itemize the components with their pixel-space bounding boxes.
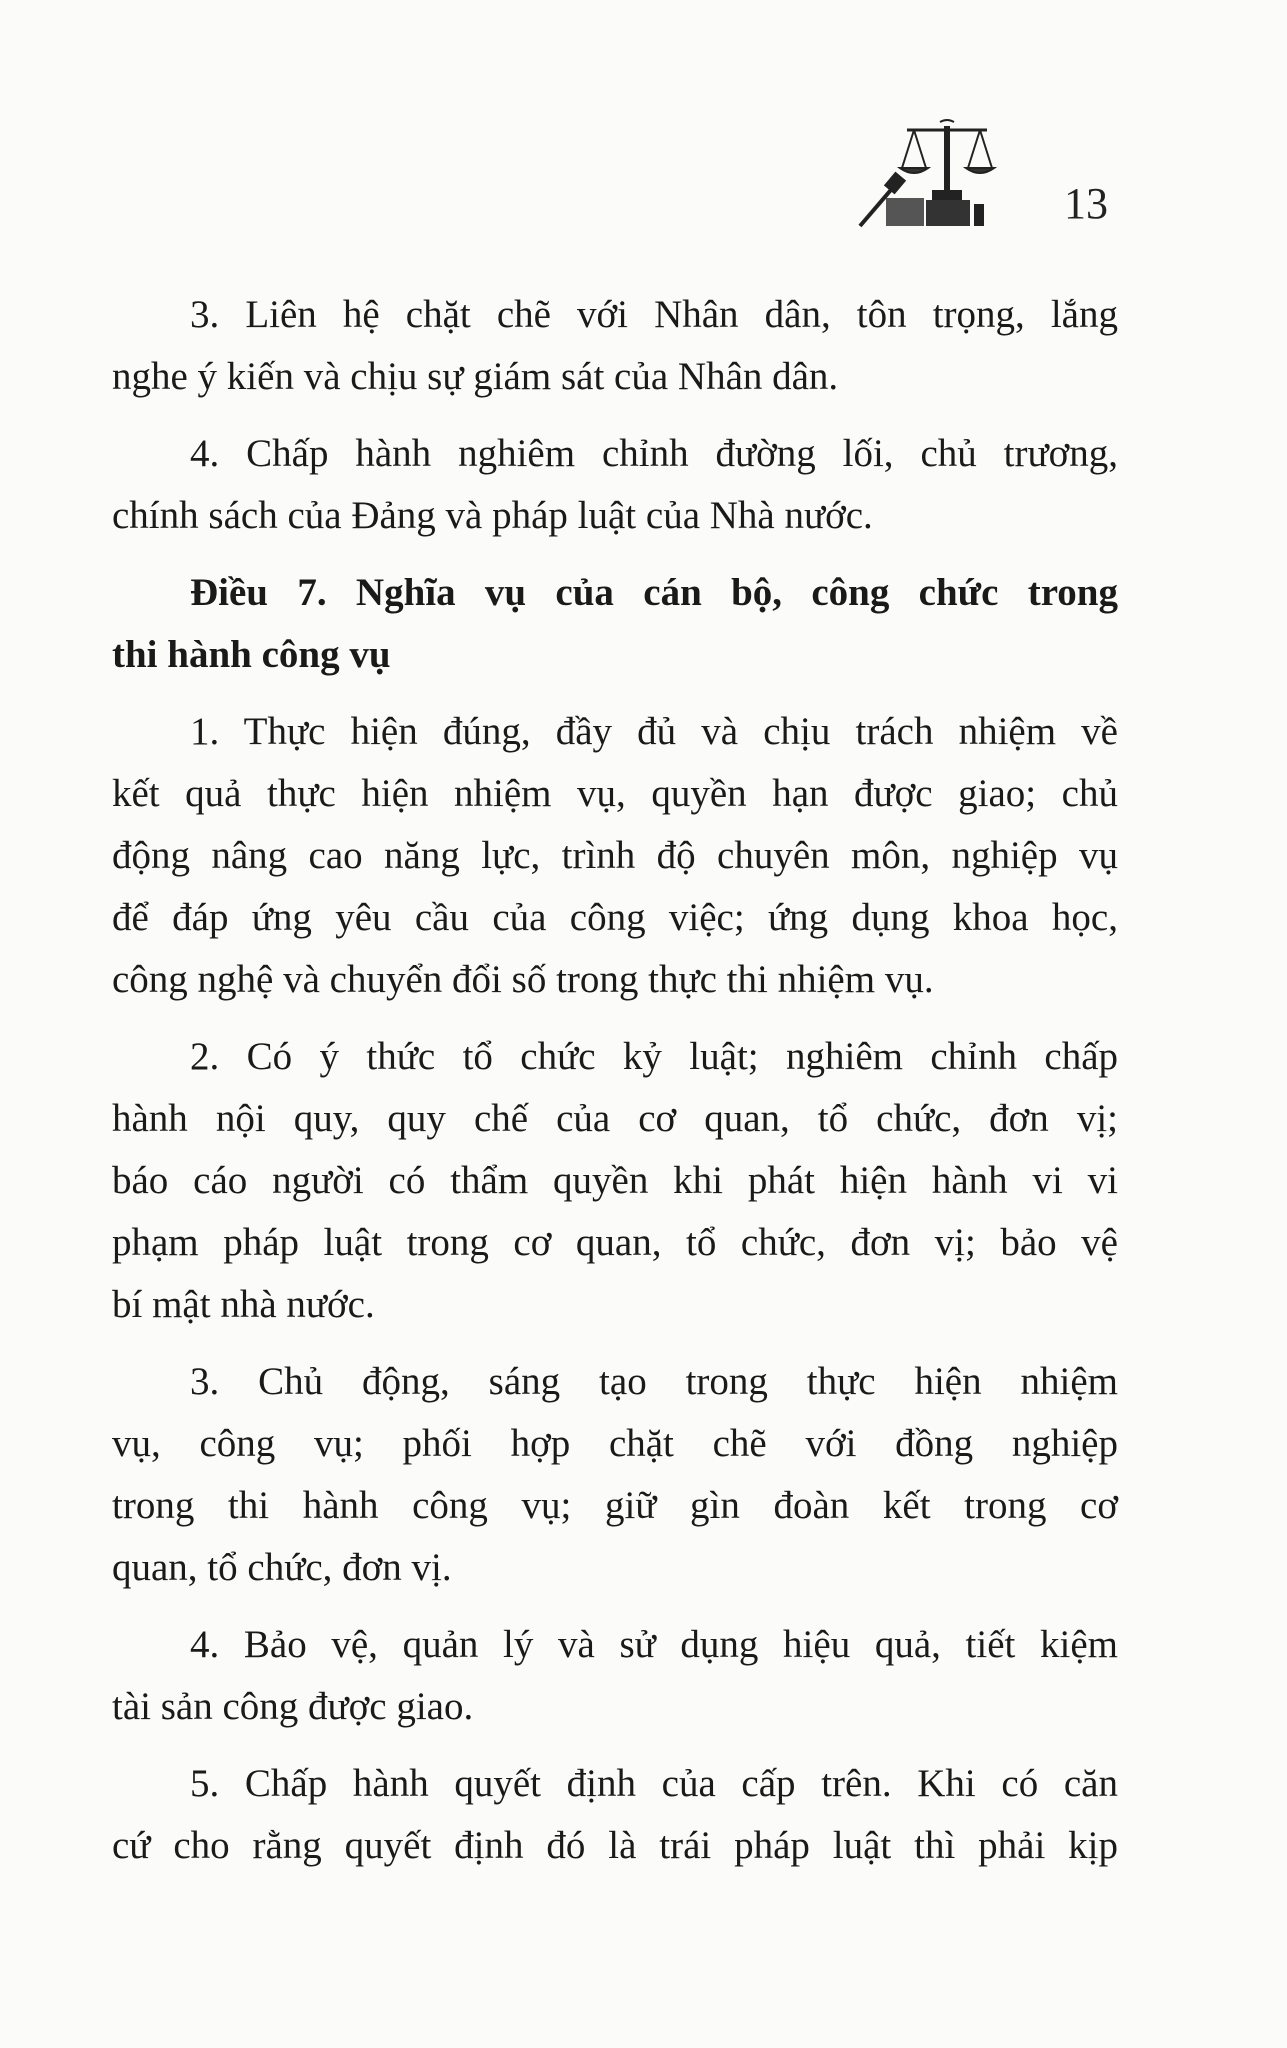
text-line: 4. Bảo vệ, quản lý và sử dụng hiệu quả, tiết kiệm [190, 1623, 1118, 1666]
text-line: chính sách của Đảng và pháp luật của Nhà nước. [112, 494, 873, 537]
text-line: Điều 7. Nghĩa vụ của cán bộ, công chức trong [190, 571, 1118, 614]
text-line: 5. Chấp hành quyết định của cấp trên. Khi có căn [190, 1762, 1118, 1805]
text-line: cứ cho rằng quyết định đó là trái pháp luật thì phải kịp [112, 1824, 1118, 1867]
text-line: bí mật nhà nước. [112, 1283, 375, 1326]
page-number: 13 [1064, 179, 1108, 228]
text-line: để đáp ứng yêu cầu của công việc; ứng dụng khoa học, [112, 896, 1118, 939]
text-line: hành nội quy, quy chế của cơ quan, tổ chức, đơn vị; [112, 1097, 1118, 1140]
text-line: quan, tổ chức, đơn vị. [112, 1546, 452, 1589]
text-line: nghe ý kiến và chịu sự giám sát của Nhân dân. [112, 355, 839, 398]
text-line: trong thi hành công vụ; giữ gìn đoàn kết trong cơ [112, 1484, 1118, 1527]
text-line: 1. Thực hiện đúng, đầy đủ và chịu trách nhiệm về [190, 710, 1118, 753]
text-line: động nâng cao năng lực, trình độ chuyên môn, nghiệp vụ [112, 834, 1118, 877]
text-line: thi hành công vụ [112, 633, 391, 676]
text-line: 4. Chấp hành nghiêm chỉnh đường lối, chủ trương, [190, 432, 1118, 475]
text-line: phạm pháp luật trong cơ quan, tổ chức, đơn vị; bảo vệ [112, 1221, 1118, 1264]
document-body [112, 284, 1118, 1892]
text-line: 2. Có ý thức tổ chức kỷ luật; nghiêm chỉnh chấp [190, 1035, 1118, 1078]
text-line: 3. Chủ động, sáng tạo trong thực hiện nhiệm [190, 1360, 1118, 1403]
text-line: vụ, công vụ; phối hợp chặt chẽ với đồng nghiệp [112, 1422, 1118, 1465]
text-line: kết quả thực hiện nhiệm vụ, quyền hạn được giao; chủ [112, 772, 1118, 815]
paragraph [112, 1351, 1118, 1599]
paragraph [112, 701, 1118, 1011]
text-line: tài sản công được giao. [112, 1685, 474, 1728]
article-heading [112, 562, 1118, 686]
paragraph [112, 1614, 1118, 1738]
text-line: báo cáo người có thẩm quyền khi phát hiện hành vi vi [112, 1159, 1118, 1202]
scales-of-justice-gavel-icon [852, 118, 1032, 228]
paragraph [112, 1753, 1118, 1877]
text-line: 3. Liên hệ chặt chẽ với Nhân dân, tôn trọng, lắng [190, 293, 1118, 336]
paragraph [112, 423, 1118, 547]
text-line: công nghệ và chuyển đổi số trong thực thi nhiệm vụ. [112, 958, 934, 1001]
paragraph [112, 1026, 1118, 1336]
paragraph [112, 284, 1118, 408]
